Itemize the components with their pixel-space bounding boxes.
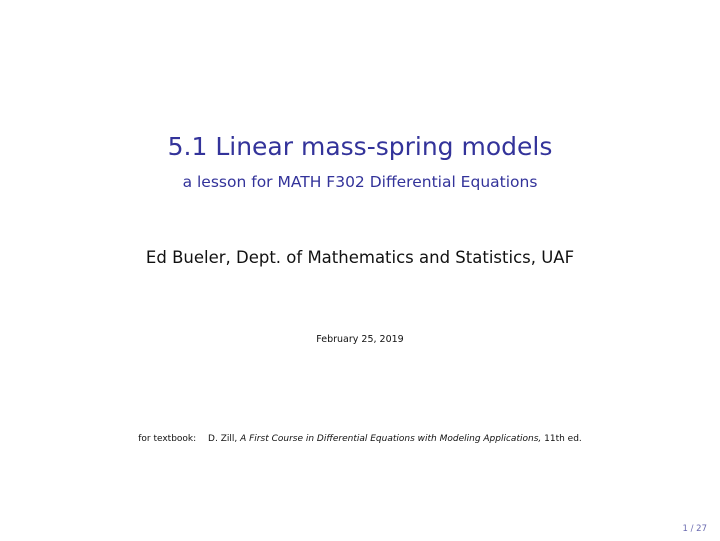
page-number: 1 / 27: [682, 524, 707, 534]
textbook-author: D. Zill,: [208, 434, 238, 444]
author-line: Ed Bueler, Dept. of Mathematics and Statistics, UAF: [145, 248, 575, 267]
slide-subtitle: a lesson for MATH F302 Differential Equations: [182, 173, 538, 191]
textbook-edition: 11th ed.: [544, 434, 582, 444]
textbook-title: A First Course in Differential Equations with Modeling Applications,: [240, 434, 542, 444]
title-block: [0, 130, 720, 193]
textbook-label: for textbook:: [138, 434, 197, 444]
textbook-line: [0, 434, 720, 444]
date-line: February 25, 2019: [316, 334, 404, 345]
slide-title: 5.1 Linear mass-spring models: [167, 132, 553, 161]
